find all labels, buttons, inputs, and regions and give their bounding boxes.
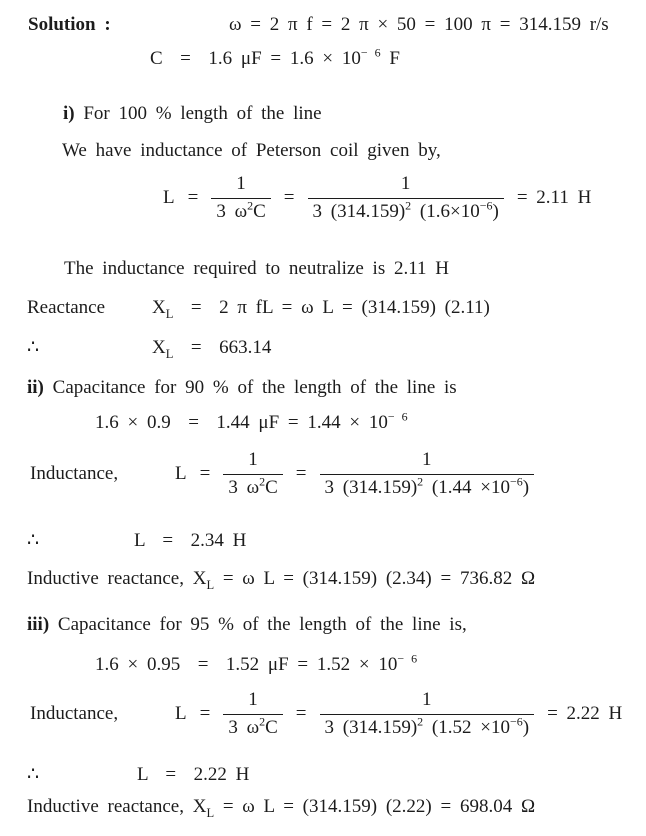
fraction-numerator: 1 [248,689,258,710]
fraction-numerator: 1 [248,449,258,470]
part-iii-title: Capacitance for 95 % of the length of the line is, [49,614,467,635]
solution-label: Solution : [28,14,111,35]
part-iii-heading [27,613,467,637]
capacitance-given-equation [150,47,400,71]
part-iii-marker: iii) [27,614,50,635]
reactance-expression: = 2 π fL = ω L = (314.159) (2.11) [173,297,490,318]
fraction-numerator: 1 [422,689,432,710]
inductance-label: Inductance, [30,462,119,484]
fraction-denominator: 3 $(314.159)^2$ $(1.44 \times 10^{-6})$ [320,474,535,500]
fraction-denominator: 3 $\omega^2C$ [223,714,282,740]
result-symbol: L [137,764,148,785]
fraction-numerator: 1 [236,173,246,194]
fraction-numeric [320,449,535,500]
capacitance-exponent: − 6 [360,45,381,60]
fraction-denominator: 3 $\omega^2C$ [211,198,270,224]
inductance-formula-iii [30,689,622,740]
capacitance-calc-ii: 1.6 × 0.9 = 1.44 $\mu F = 1.44 \times 10^{- 6}$ [95,409,408,433]
capacitance-calc-iii: 1.6 × 0.95 = 1.52 $\mu F = 1.52 \times 10^{- 6}$ [95,651,418,675]
formula-result: = 2.22 H [547,702,623,724]
therefore-inductance-iii [27,763,249,787]
neutralize-note: The inductance required to neutralize is 2.11 H [64,258,449,279]
part-i-marker: i) [63,103,75,124]
fraction-symbolic [211,173,270,224]
equals-sign: = [187,186,199,208]
omega-equation: ω = 2 π f = 2 π × 50 = 100 π = 314.159 r/s [229,14,609,35]
therefore-symbol: ∴ [27,764,40,785]
reactance-subscript: L [206,805,215,820]
inductance-formula-i [163,173,591,224]
result-symbol: L [134,530,145,551]
equals-sign: = [295,462,307,484]
fraction-numeric [308,173,504,224]
reactance-subscript: L [165,306,174,321]
equals-sign: = [199,462,211,484]
inductance-formula-ii [30,449,534,500]
peterson-intro: We have inductance of Peterson coil given by, [62,140,441,161]
result-subscript: L [165,346,174,361]
exponent: − 6 [387,409,408,424]
fraction-denominator: 3 $(314.159)^2$ $(1.52 \times 10^{-6})$ [320,714,535,740]
equals-sign: = [295,702,307,724]
formula-lhs: L [175,462,187,484]
part-ii-heading [27,376,457,400]
result-symbol: X [152,337,166,358]
fraction-denominator: 3 $(314.159)^2$ $(1.6\times 10^{-6})$ [308,198,504,224]
capacitance-unit: F [380,48,400,69]
formula-lhs: L [175,702,187,724]
part-i-title: For 100 % length of the line [74,103,322,124]
reactance-subscript: L [206,577,215,592]
reactance-equation [27,296,490,320]
formula-result: = 2.11 H [516,186,592,208]
fraction-numerator: 1 [400,173,411,194]
therefore-symbol: ∴ [27,530,40,551]
exponent: − 6 [397,651,418,666]
fraction-symbolic [223,689,282,740]
equals-sign: = [283,186,295,208]
part-i-heading [63,102,322,126]
equals-sign: = [199,702,211,724]
therefore-reactance-result [27,336,271,360]
result-expression: = 663.14 [173,337,272,358]
inductive-reactance-ii: Inductive reactance, $X_L = \omega$ L = (314.159) (2.34) = 736.82 Ω [27,568,536,592]
formula-lhs: L [163,186,175,208]
result-expression: = 2.22 H [147,764,250,785]
reactance-label: Reactance [27,297,106,318]
reactance-symbol: X [152,297,166,318]
part-ii-title: Capacitance for 90 % of the length of the line is [43,377,457,398]
fraction-denominator: 3 $\omega^2C$ [223,474,282,500]
result-expression: = 2.34 H [144,530,247,551]
fraction-numeric [320,689,535,740]
capacitance-base: C = 1.6 μF = 1.6 × 10 [150,48,361,69]
fraction-symbolic [223,449,282,500]
part-ii-marker: ii) [27,377,44,398]
inductance-label: Inductance, [30,702,119,724]
therefore-symbol: ∴ [27,337,40,358]
fraction-numerator: 1 [422,449,432,470]
inductive-reactance-iii: Inductive reactance, $X_L = \omega$ L = (314.159) (2.22) = 698.04 Ω [27,796,536,820]
therefore-inductance-ii [27,529,246,553]
